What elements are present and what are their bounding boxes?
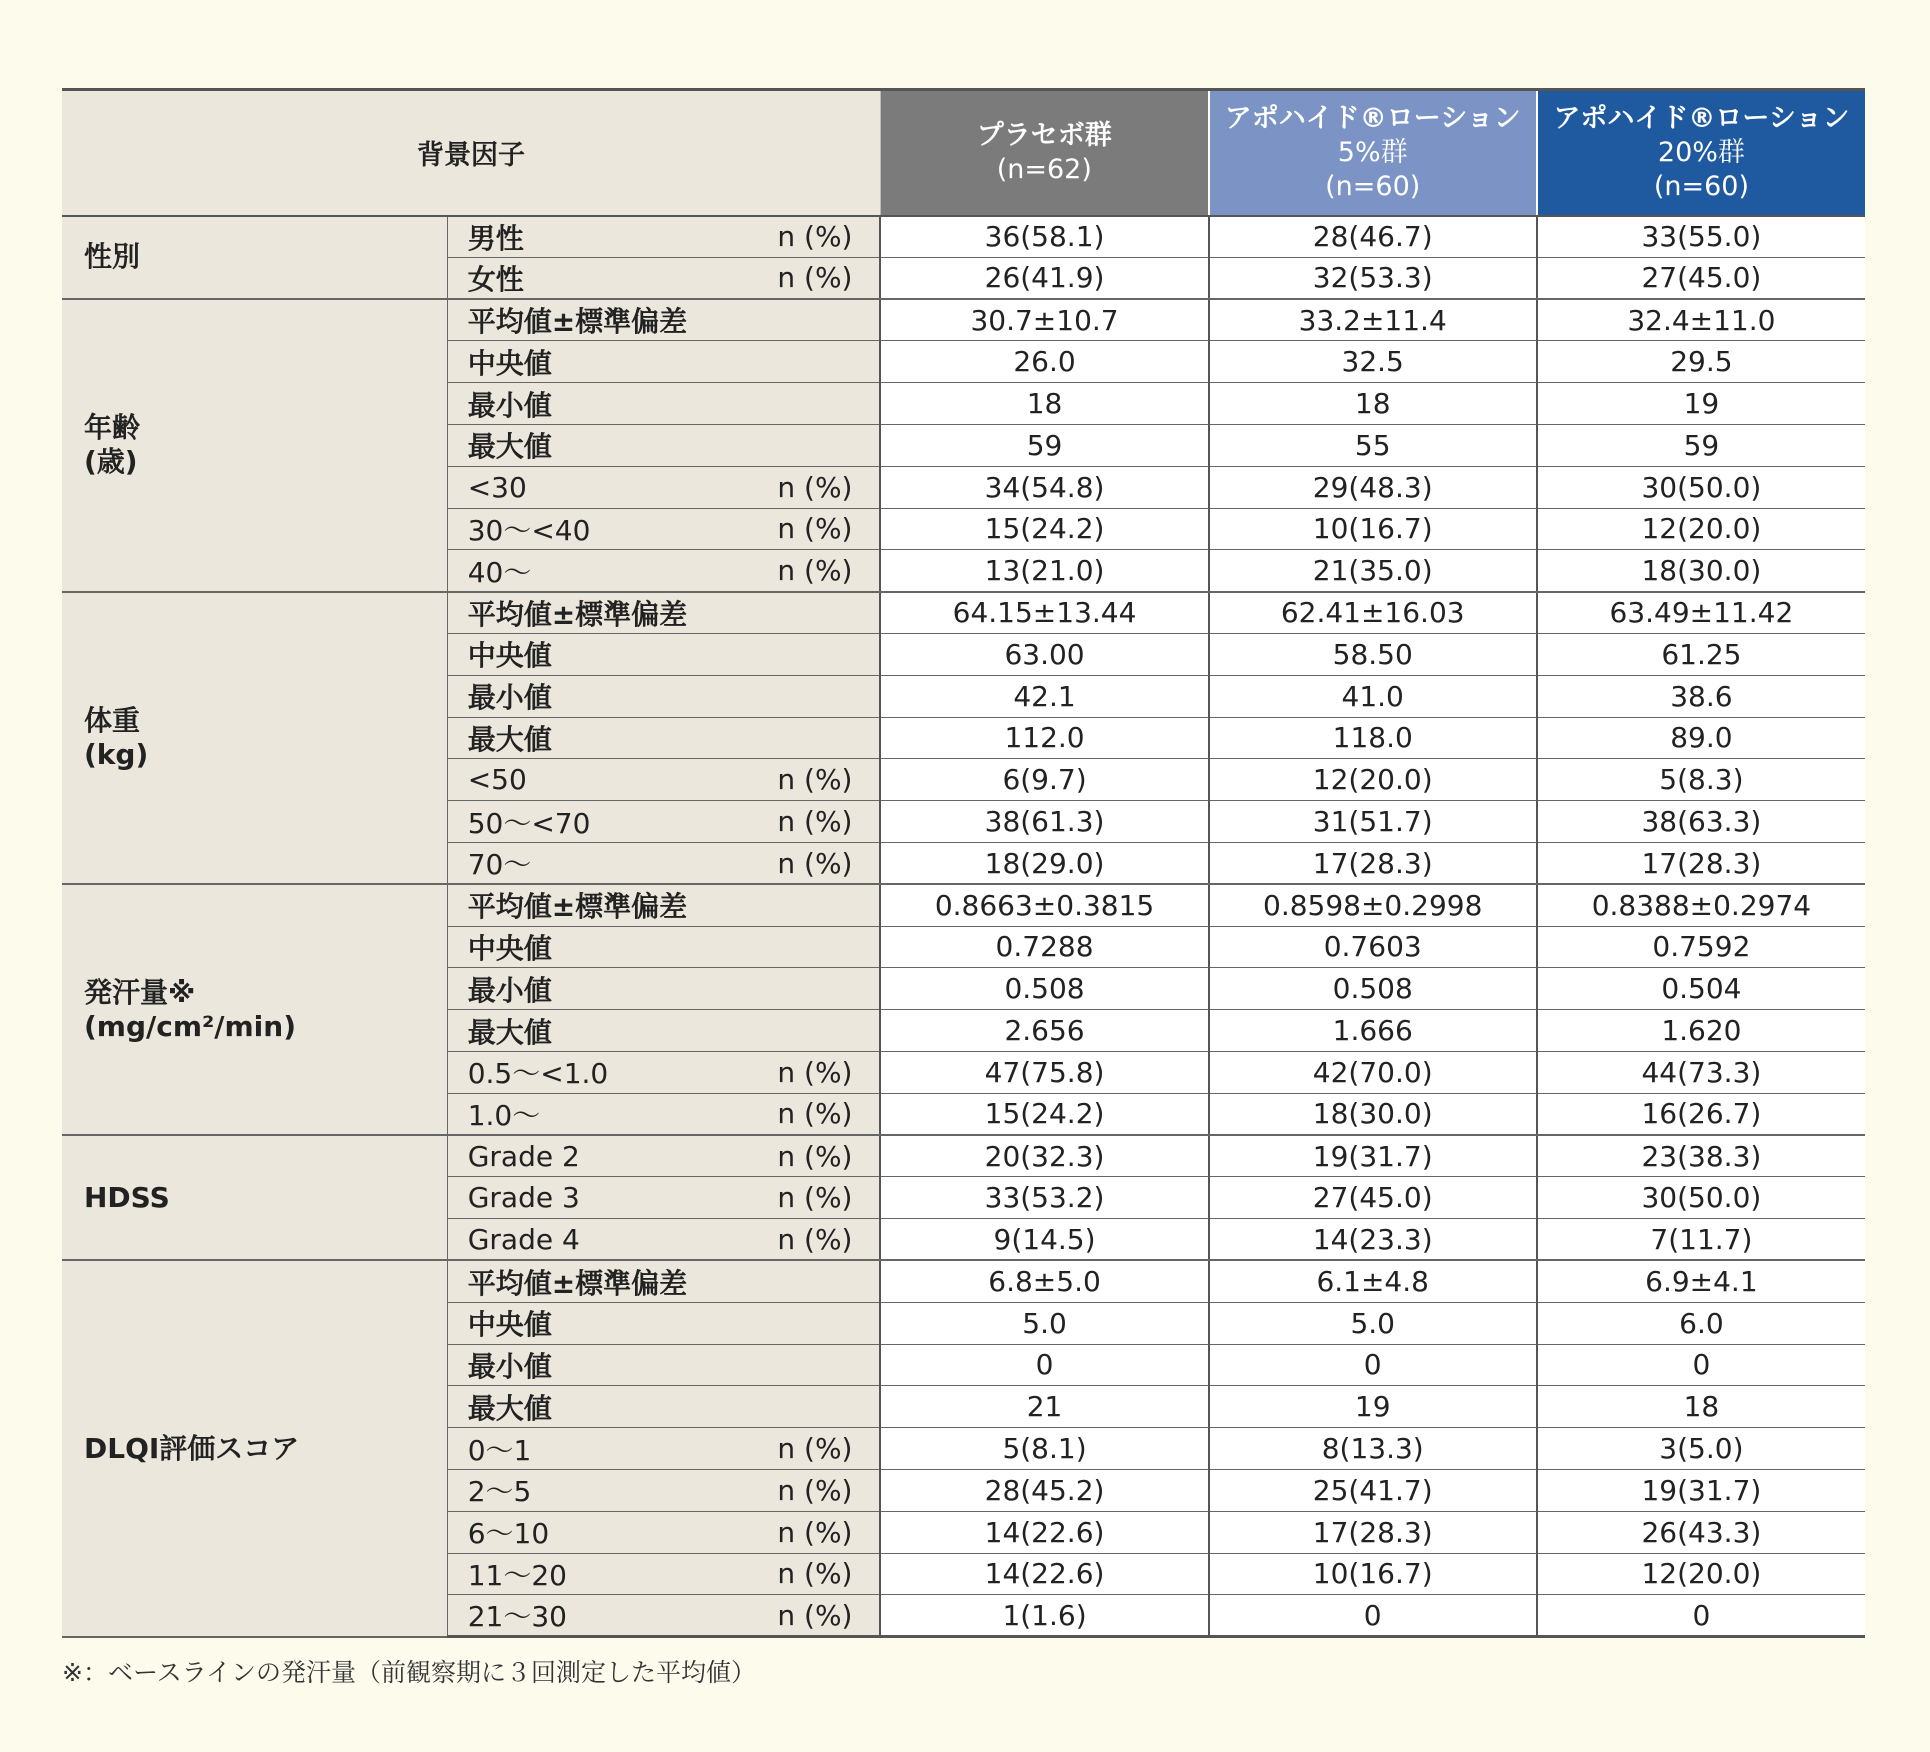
value-cell: 6.1±4.8 [1209,1260,1537,1302]
unit-label: n (%) [777,1553,880,1595]
value-cell: 18 [880,383,1208,425]
factor-name: 年齢 [84,411,141,445]
value-cell: 6.9±4.1 [1537,1260,1865,1302]
unit-label [777,383,880,425]
item-label: 平均値±標準偏差 [447,1260,777,1302]
unit-label: n (%) [777,508,880,550]
factor-cell [62,216,447,300]
value-cell: 30(50.0) [1537,1177,1865,1219]
item-label: 平均値±標準偏差 [447,299,777,341]
value-cell: 19 [1537,383,1865,425]
item-label: <30 [447,466,777,508]
group-subtitle: 5%群 [1337,136,1408,168]
item-label: 最小値 [447,968,777,1010]
unit-label [777,341,880,383]
header-group-placebo [880,90,1208,216]
item-label: <50 [447,759,777,801]
value-cell: 59 [1537,424,1865,466]
unit-label: n (%) [777,759,880,801]
value-cell: 47(75.8) [880,1051,1208,1093]
value-cell: 0 [1537,1344,1865,1386]
value-cell: 14(22.6) [880,1511,1208,1553]
item-label: 女性 [447,257,777,299]
unit-label: n (%) [777,550,880,592]
item-label: 1.0～ [447,1093,777,1135]
value-cell: 27(45.0) [1537,257,1865,299]
baseline-characteristics-table [62,88,1865,1638]
value-cell: 19(31.7) [1209,1135,1537,1177]
factor-name: 体重 [84,703,141,737]
item-label: 最大値 [447,424,777,466]
value-cell: 1.666 [1209,1010,1537,1052]
value-cell: 0 [1209,1595,1537,1637]
item-label: 0～1 [447,1428,777,1470]
factor-name: DLQI評価スコア [84,1431,300,1465]
value-cell: 0.8388±0.2974 [1537,884,1865,926]
value-cell: 10(16.7) [1209,1553,1537,1595]
value-cell: 17(28.3) [1537,842,1865,884]
value-cell: 1.620 [1537,1010,1865,1052]
value-cell: 5(8.1) [880,1428,1208,1470]
unit-label [777,1260,880,1302]
value-cell: 28(45.2) [880,1469,1208,1511]
factor-cell [62,299,447,592]
value-cell: 6.0 [1537,1302,1865,1344]
value-cell: 59 [880,424,1208,466]
value-cell: 118.0 [1209,717,1537,759]
item-label: 平均値±標準偏差 [447,592,777,634]
item-label: 最大値 [447,1010,777,1052]
item-label: 最大値 [447,1386,777,1428]
value-cell: 0.508 [1209,968,1537,1010]
unit-label: n (%) [777,1511,880,1553]
value-cell: 15(24.2) [880,508,1208,550]
unit-label: n (%) [777,1428,880,1470]
value-cell: 20(32.3) [880,1135,1208,1177]
value-cell: 15(24.2) [880,1093,1208,1135]
unit-label [777,1344,880,1386]
value-cell: 14(22.6) [880,1553,1208,1595]
value-cell: 8(13.3) [1209,1428,1537,1470]
item-label: 最小値 [447,675,777,717]
value-cell: 32.4±11.0 [1537,299,1865,341]
value-cell: 18 [1537,1386,1865,1428]
unit-label [777,884,880,926]
table-row [62,1135,1865,1177]
value-cell: 17(28.3) [1209,1511,1537,1553]
item-label: 最小値 [447,383,777,425]
value-cell: 14(23.3) [1209,1219,1537,1261]
value-cell: 41.0 [1209,675,1537,717]
group-subtitle: 20%群 [1657,136,1745,168]
table-row [62,592,1865,634]
item-label: 11～20 [447,1553,777,1595]
value-cell: 33.2±11.4 [1209,299,1537,341]
value-cell: 33(55.0) [1537,216,1865,258]
unit-label [777,926,880,968]
item-label: Grade 4 [447,1219,777,1261]
table-body [62,216,1865,1637]
value-cell: 29.5 [1537,341,1865,383]
baseline-table-container [62,88,1865,1638]
factor-unit: (歳) [84,445,138,479]
item-label: 最小値 [447,1344,777,1386]
item-label: Grade 2 [447,1135,777,1177]
value-cell: 0.7603 [1209,926,1537,968]
unit-label [777,592,880,634]
item-label: 平均値±標準偏差 [447,884,777,926]
unit-label: n (%) [777,1177,880,1219]
item-label: 2～5 [447,1469,777,1511]
header-group-5pct [1209,90,1537,216]
group-title: アポハイド®ローション [1224,102,1521,134]
value-cell: 16(26.7) [1537,1093,1865,1135]
value-cell: 7(11.7) [1537,1219,1865,1261]
value-cell: 61.25 [1537,633,1865,675]
unit-label: n (%) [777,1051,880,1093]
item-label: 30～<40 [447,508,777,550]
value-cell: 30.7±10.7 [880,299,1208,341]
factor-unit: (mg/cm²/min) [84,1009,297,1043]
item-label: 50～<70 [447,801,777,843]
table-row [62,299,1865,341]
value-cell: 12(20.0) [1209,759,1537,801]
value-cell: 0.7592 [1537,926,1865,968]
item-label: 21～30 [447,1595,777,1637]
item-label: 中央値 [447,926,777,968]
value-cell: 38(61.3) [880,801,1208,843]
table-row [62,1260,1865,1302]
value-cell: 26.0 [880,341,1208,383]
value-cell: 19 [1209,1386,1537,1428]
value-cell: 21 [880,1386,1208,1428]
value-cell: 17(28.3) [1209,842,1537,884]
value-cell: 26(43.3) [1537,1511,1865,1553]
value-cell: 3(5.0) [1537,1428,1865,1470]
group-title: アポハイド®ローション [1553,102,1850,134]
value-cell: 1(1.6) [880,1595,1208,1637]
value-cell: 33(53.2) [880,1177,1208,1219]
value-cell: 18(29.0) [880,842,1208,884]
value-cell: 62.41±16.03 [1209,592,1537,634]
value-cell: 36(58.1) [880,216,1208,258]
item-label: 中央値 [447,1302,777,1344]
value-cell: 12(20.0) [1537,508,1865,550]
unit-label [777,1386,880,1428]
value-cell: 30(50.0) [1537,466,1865,508]
factor-cell [62,884,447,1135]
value-cell: 42.1 [880,675,1208,717]
value-cell: 5.0 [880,1302,1208,1344]
factor-name: 性別 [84,240,141,274]
value-cell: 2.656 [880,1010,1208,1052]
group-title: プラセボ群 [976,119,1112,151]
header-group-20pct [1537,90,1865,216]
unit-label [777,424,880,466]
factor-cell [62,1260,447,1636]
value-cell: 64.15±13.44 [880,592,1208,634]
value-cell: 18(30.0) [1209,1093,1537,1135]
value-cell: 0.504 [1537,968,1865,1010]
value-cell: 5.0 [1209,1302,1537,1344]
value-cell: 38.6 [1537,675,1865,717]
table-row [62,216,1865,258]
unit-label: n (%) [777,466,880,508]
header-row [62,90,1865,216]
value-cell: 89.0 [1537,717,1865,759]
unit-label: n (%) [777,1135,880,1177]
value-cell: 0 [1537,1595,1865,1637]
value-cell: 31(51.7) [1209,801,1537,843]
value-cell: 9(14.5) [880,1219,1208,1261]
value-cell: 18(30.0) [1537,550,1865,592]
value-cell: 28(46.7) [1209,216,1537,258]
unit-label [777,633,880,675]
value-cell: 18 [1209,383,1537,425]
unit-label: n (%) [777,1595,880,1637]
unit-label: n (%) [777,216,880,258]
header-factor: 背景因子 [62,90,880,216]
value-cell: 0.8598±0.2998 [1209,884,1537,926]
table-row [62,884,1865,926]
value-cell: 0.508 [880,968,1208,1010]
value-cell: 19(31.7) [1537,1469,1865,1511]
unit-label [777,717,880,759]
unit-label [777,675,880,717]
value-cell: 29(48.3) [1209,466,1537,508]
item-label: 男性 [447,216,777,258]
value-cell: 58.50 [1209,633,1537,675]
factor-name: HDSS [84,1180,170,1214]
unit-label: n (%) [777,257,880,299]
item-label: 6～10 [447,1511,777,1553]
value-cell: 23(38.3) [1537,1135,1865,1177]
value-cell: 32(53.3) [1209,257,1537,299]
value-cell: 12(20.0) [1537,1553,1865,1595]
value-cell: 0 [880,1344,1208,1386]
unit-label [777,1010,880,1052]
unit-label [777,968,880,1010]
factor-cell [62,1135,447,1260]
unit-label [777,1302,880,1344]
value-cell: 21(35.0) [1209,550,1537,592]
value-cell: 55 [1209,424,1537,466]
value-cell: 13(21.0) [880,550,1208,592]
item-label: 70～ [447,842,777,884]
value-cell: 25(41.7) [1209,1469,1537,1511]
item-label: 40～ [447,550,777,592]
factor-unit: (kg) [84,737,149,771]
value-cell: 44(73.3) [1537,1051,1865,1093]
value-cell: 63.00 [880,633,1208,675]
value-cell: 0.7288 [880,926,1208,968]
unit-label: n (%) [777,1469,880,1511]
item-label: 中央値 [447,633,777,675]
footnote: ※：ベースラインの発汗量（前観察期に３回測定した平均値） [62,1658,756,1687]
item-label: 中央値 [447,341,777,383]
factor-name: 発汗量※ [84,975,196,1009]
unit-label: n (%) [777,1093,880,1135]
unit-label [777,299,880,341]
item-label: Grade 3 [447,1177,777,1219]
item-label: 0.5～<1.0 [447,1051,777,1093]
value-cell: 63.49±11.42 [1537,592,1865,634]
value-cell: 34(54.8) [880,466,1208,508]
value-cell: 26(41.9) [880,257,1208,299]
group-n: (n=60) [1325,170,1421,202]
unit-label: n (%) [777,842,880,884]
item-label: 最大値 [447,717,777,759]
value-cell: 38(63.3) [1537,801,1865,843]
value-cell: 27(45.0) [1209,1177,1537,1219]
value-cell: 6.8±5.0 [880,1260,1208,1302]
factor-cell [62,592,447,885]
value-cell: 42(70.0) [1209,1051,1537,1093]
value-cell: 0.8663±0.3815 [880,884,1208,926]
value-cell: 6(9.7) [880,759,1208,801]
group-n: (n=62) [996,153,1092,185]
unit-label: n (%) [777,801,880,843]
value-cell: 10(16.7) [1209,508,1537,550]
unit-label: n (%) [777,1219,880,1261]
value-cell: 32.5 [1209,341,1537,383]
value-cell: 0 [1209,1344,1537,1386]
value-cell: 5(8.3) [1537,759,1865,801]
group-n: (n=60) [1653,170,1749,202]
value-cell: 112.0 [880,717,1208,759]
